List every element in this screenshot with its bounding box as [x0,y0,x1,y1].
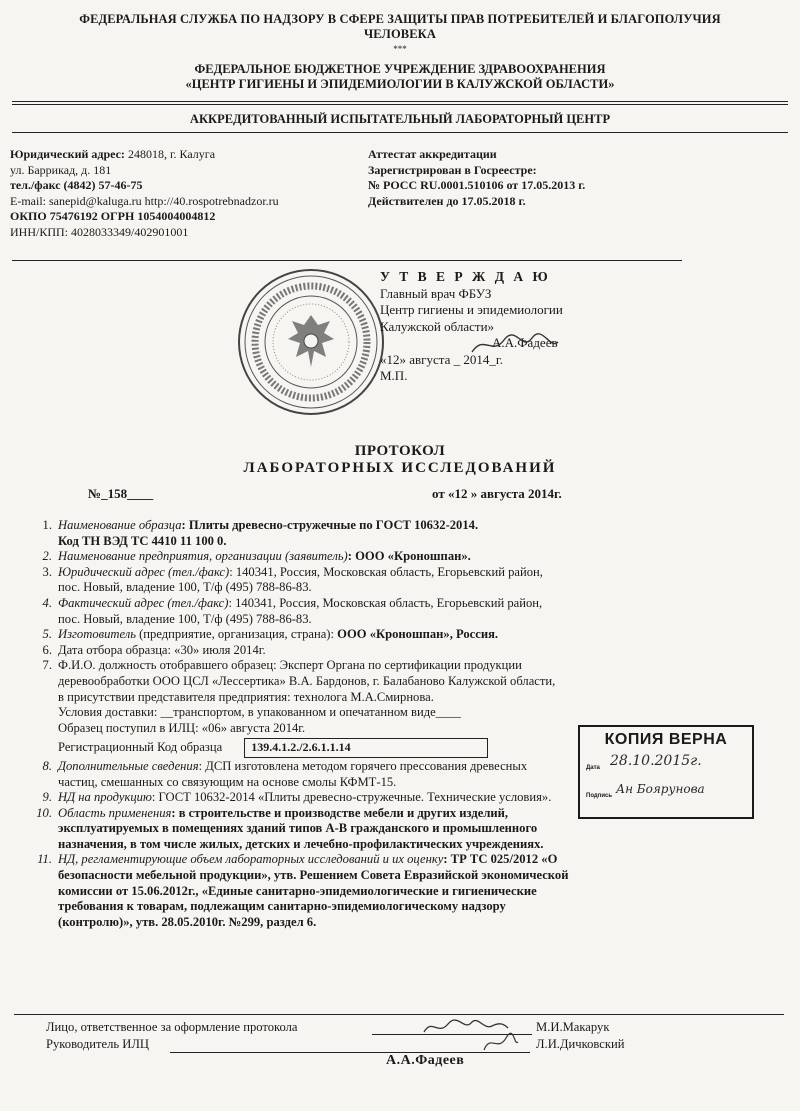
item-value: в присутствии представителя предприятия: технолога М.А.Смирнова. [58,689,434,704]
item-label: Область применения [58,805,172,820]
head-name: Л.И.Дичковский [536,1037,625,1051]
header-rule-2 [12,104,788,105]
item-value: : Плиты древесно-стружечные по ГОСТ 10632-2014. [181,518,479,532]
item-label: Наименование образца [58,518,182,532]
item-value: эксплуатируемых в помещениях зданий типов А-В гражданского и промышленного [58,821,538,836]
item-value: Ф.И.О. должность отобравшего образец: Эксперт Органа по сертификации продукции [58,658,522,673]
approval-line: Калужской области» [380,318,495,334]
header-rule [12,101,788,102]
approval-mp: М.П. [380,368,408,383]
header-rule-3 [12,132,788,133]
item-value: частиц, смешанных со связующим на основе смолы КФМТ-15. [58,774,397,789]
institution-name: «ЦЕНТР ГИГИЕНЫ И ЭПИДЕМИОЛОГИИ В КАЛУЖСКОЙ ОБЛАСТИ» [185,77,615,91]
item-label: Изготовитель [58,627,136,642]
email: E-mail: sanepid@kaluga.ru http://40.rospotrebnadzor.ru [10,193,279,208]
item-number: 6. [42,642,52,657]
list-item [20,549,780,565]
lab-center-header: АККРЕДИТОВАННЫЙ ИСПЫТАТЕЛЬНЫЙ ЛАБОРАТОРНЫЙ ЦЕНТР [189,112,611,126]
accreditation-line: Действителен до 17.05.2018 г. [368,193,526,208]
item-number: 2. [42,549,52,564]
responsible-label: Лицо, ответственное за оформление протокола [46,1020,298,1034]
item-value: : ТР ТС 025/2012 «О [443,852,558,867]
item-label: Дополнительные сведения [58,758,199,773]
stamp-date-label: Дата [586,765,600,771]
approval-date: «12» августа _ 2014_г. [380,351,503,367]
contacts-rule [12,260,682,261]
street: ул. Баррикад, д. 181 [10,162,112,177]
item-value: деревообработки ООО ЦСЛ «Лессертика» В.А. Бардонов, г. Балабаново Калужской области, [58,673,556,688]
item-value: безопасности мебельной продукции», утв. Решением Совета Евразийской экономической [58,868,569,883]
item-value: (предприятие, организация, страна): [135,627,338,642]
okpo: ОКПО 75476192 ОГРН 1054004004812 [10,209,216,224]
protocol-date: от «12 » августа 2014г. [432,486,562,501]
item-label: Юридический адрес (тел./факс) [58,564,230,579]
stamp-date-value: 28.10.2015г. [610,753,702,769]
stamp-title: КОПИЯ ВЕРНА [604,731,728,748]
item-value: : ООО «Кроношпан». [347,549,471,564]
list-item [20,565,780,596]
item-value: Дата отбора образца: «30» июля 2014г. [58,642,266,657]
protocol-subtitle: ЛАБОРАТОРНЫХ ИССЛЕДОВАНИЙ [243,460,557,476]
round-seal-icon [236,267,386,417]
approval-signature-icon [470,330,560,360]
item-number: 4. [42,595,52,610]
phone: тел./факс (4842) 57-46-75 [10,178,143,193]
list-item [20,643,780,659]
protocol-title: ПРОТОКОЛ [354,443,446,459]
head-label: Руководитель ИЛЦ [46,1037,150,1051]
item-label: НД, регламентирующие объем лабораторных исследований и их оценку [58,852,444,867]
footer-left [46,1019,298,1053]
item-value: : ДСП изготовлена методом горячего прессования древесных [198,758,528,773]
item-value: Код ТН ВЭД ТС 4410 11 100 0. [58,533,227,548]
item-value: (контролю)», утв. 28.05.2010г. №299, раздел 6. [58,914,317,929]
item-value: : 140341, Россия, Московская область, Егорьевский район, [229,564,543,579]
approval-line: Главный врач ФБУЗ [380,285,492,301]
responsible-name: М.И.Макарук [536,1020,610,1034]
contacts-block [10,147,370,241]
address-value: 248018, г. Калуга [124,147,216,161]
item-label: НД на продукцию [58,790,152,805]
item-number: 3. [42,564,52,579]
approval-title: У Т В Е Р Ж Д А Ю [380,269,551,284]
item-value: Образец поступил в ИЛЦ: «06» августа 2014г. [58,720,306,735]
item-value: Условия доставки: __транспортом, в упакованном и опечатанном виде____ [58,705,461,720]
institution-line: ФЕДЕРАЛЬНОЕ БЮДЖЕТНОЕ УЧРЕЖДЕНИЕ ЗДРАВООХРАНЕНИЯ [194,62,606,76]
agency-line-cont: ЧЕЛОВЕКА [364,27,436,41]
item-value: назначения, в том числе жилых, детских и лечебно-профилактических учреждениях. [58,836,544,851]
item-value: пос. Новый, владение 100, Т/ф (495) 788-86-83. [58,611,312,626]
list-item [20,852,780,930]
accreditation-line: № РОСС RU.0001.510106 от 17.05.2013 г. [368,178,586,193]
list-item [20,596,780,627]
item-value: : 140341, Россия, Московская область, Егорьевский район, [228,595,543,610]
item-value: требования к товарам, подлежащим санитарно-эпидемиологическому надзору [58,899,506,914]
item-value: : в строительстве и производстве мебели и других изделий, [171,805,509,820]
approval-signatory: А.А.Фадеев [492,335,558,350]
approval-block [380,269,680,385]
item-number: 7. [42,658,52,673]
item-number: 1. [42,518,52,532]
inn: ИНН/КПП: 4028033349/402901001 [10,224,189,239]
copy-certified-stamp [578,725,754,819]
stamp-sign-label: Подпись [586,793,613,799]
accreditation-line: Аттестат аккредитации [368,147,497,161]
accreditation-line: Зарегистрирован в Госреестре: [368,162,537,177]
item-label: Наименование предприятия, организации (заявитель) [58,549,348,564]
institution-header [20,62,780,92]
registration-label: Регистрационный Код образца [58,740,223,755]
item-number: 11. [37,852,52,867]
footer-rule [14,1014,784,1015]
signature-line-2 [170,1052,530,1053]
item-number: 8. [42,758,52,773]
item-number: 5. [42,627,52,642]
item-label: Фактический адрес (тел./факс) [58,595,229,610]
registration-code: 139.4.1.2./2.6.1.1.14 [244,738,488,758]
signature-icon [480,1032,520,1054]
address-label: Юридический адрес: [10,147,125,161]
agency-header [20,12,780,42]
accreditation-block [368,147,788,209]
list-item [20,518,780,549]
agency-line: ФЕДЕРАЛЬНАЯ СЛУЖБА ПО НАДЗОРУ В СФЕРЕ ЗАЩИТЫ ПРАВ ПОТРЕБИТЕЛЕЙ И БЛАГОПОЛУЧИЯ [79,12,721,26]
item-value: : ГОСТ 10632-2014 «Плиты древесно-стружечные. Технические условия». [151,790,552,805]
list-item [20,627,780,643]
stamp-sign-value: Ан Боярунова [616,782,705,796]
item-value-bold: ООО «Кроношпан», Россия. [337,627,499,642]
protocol-number: №_158____ [88,486,154,501]
fadeev-stamp: А.А.Фадеев [386,1053,465,1068]
header-stars: *** [393,44,407,54]
footer-right [536,1019,624,1053]
item-value: комиссии от 15.06.2012г., «Единые санитарно-эпидемиологические и гигиенические [58,883,537,898]
item-number: 9. [42,790,52,805]
item-number: 10. [36,805,52,820]
item-value: пос. Новый, владение 100, Т/ф (495) 788-86-83. [58,580,312,595]
approval-line: Центр гигиены и эпидемиологии [380,302,563,317]
